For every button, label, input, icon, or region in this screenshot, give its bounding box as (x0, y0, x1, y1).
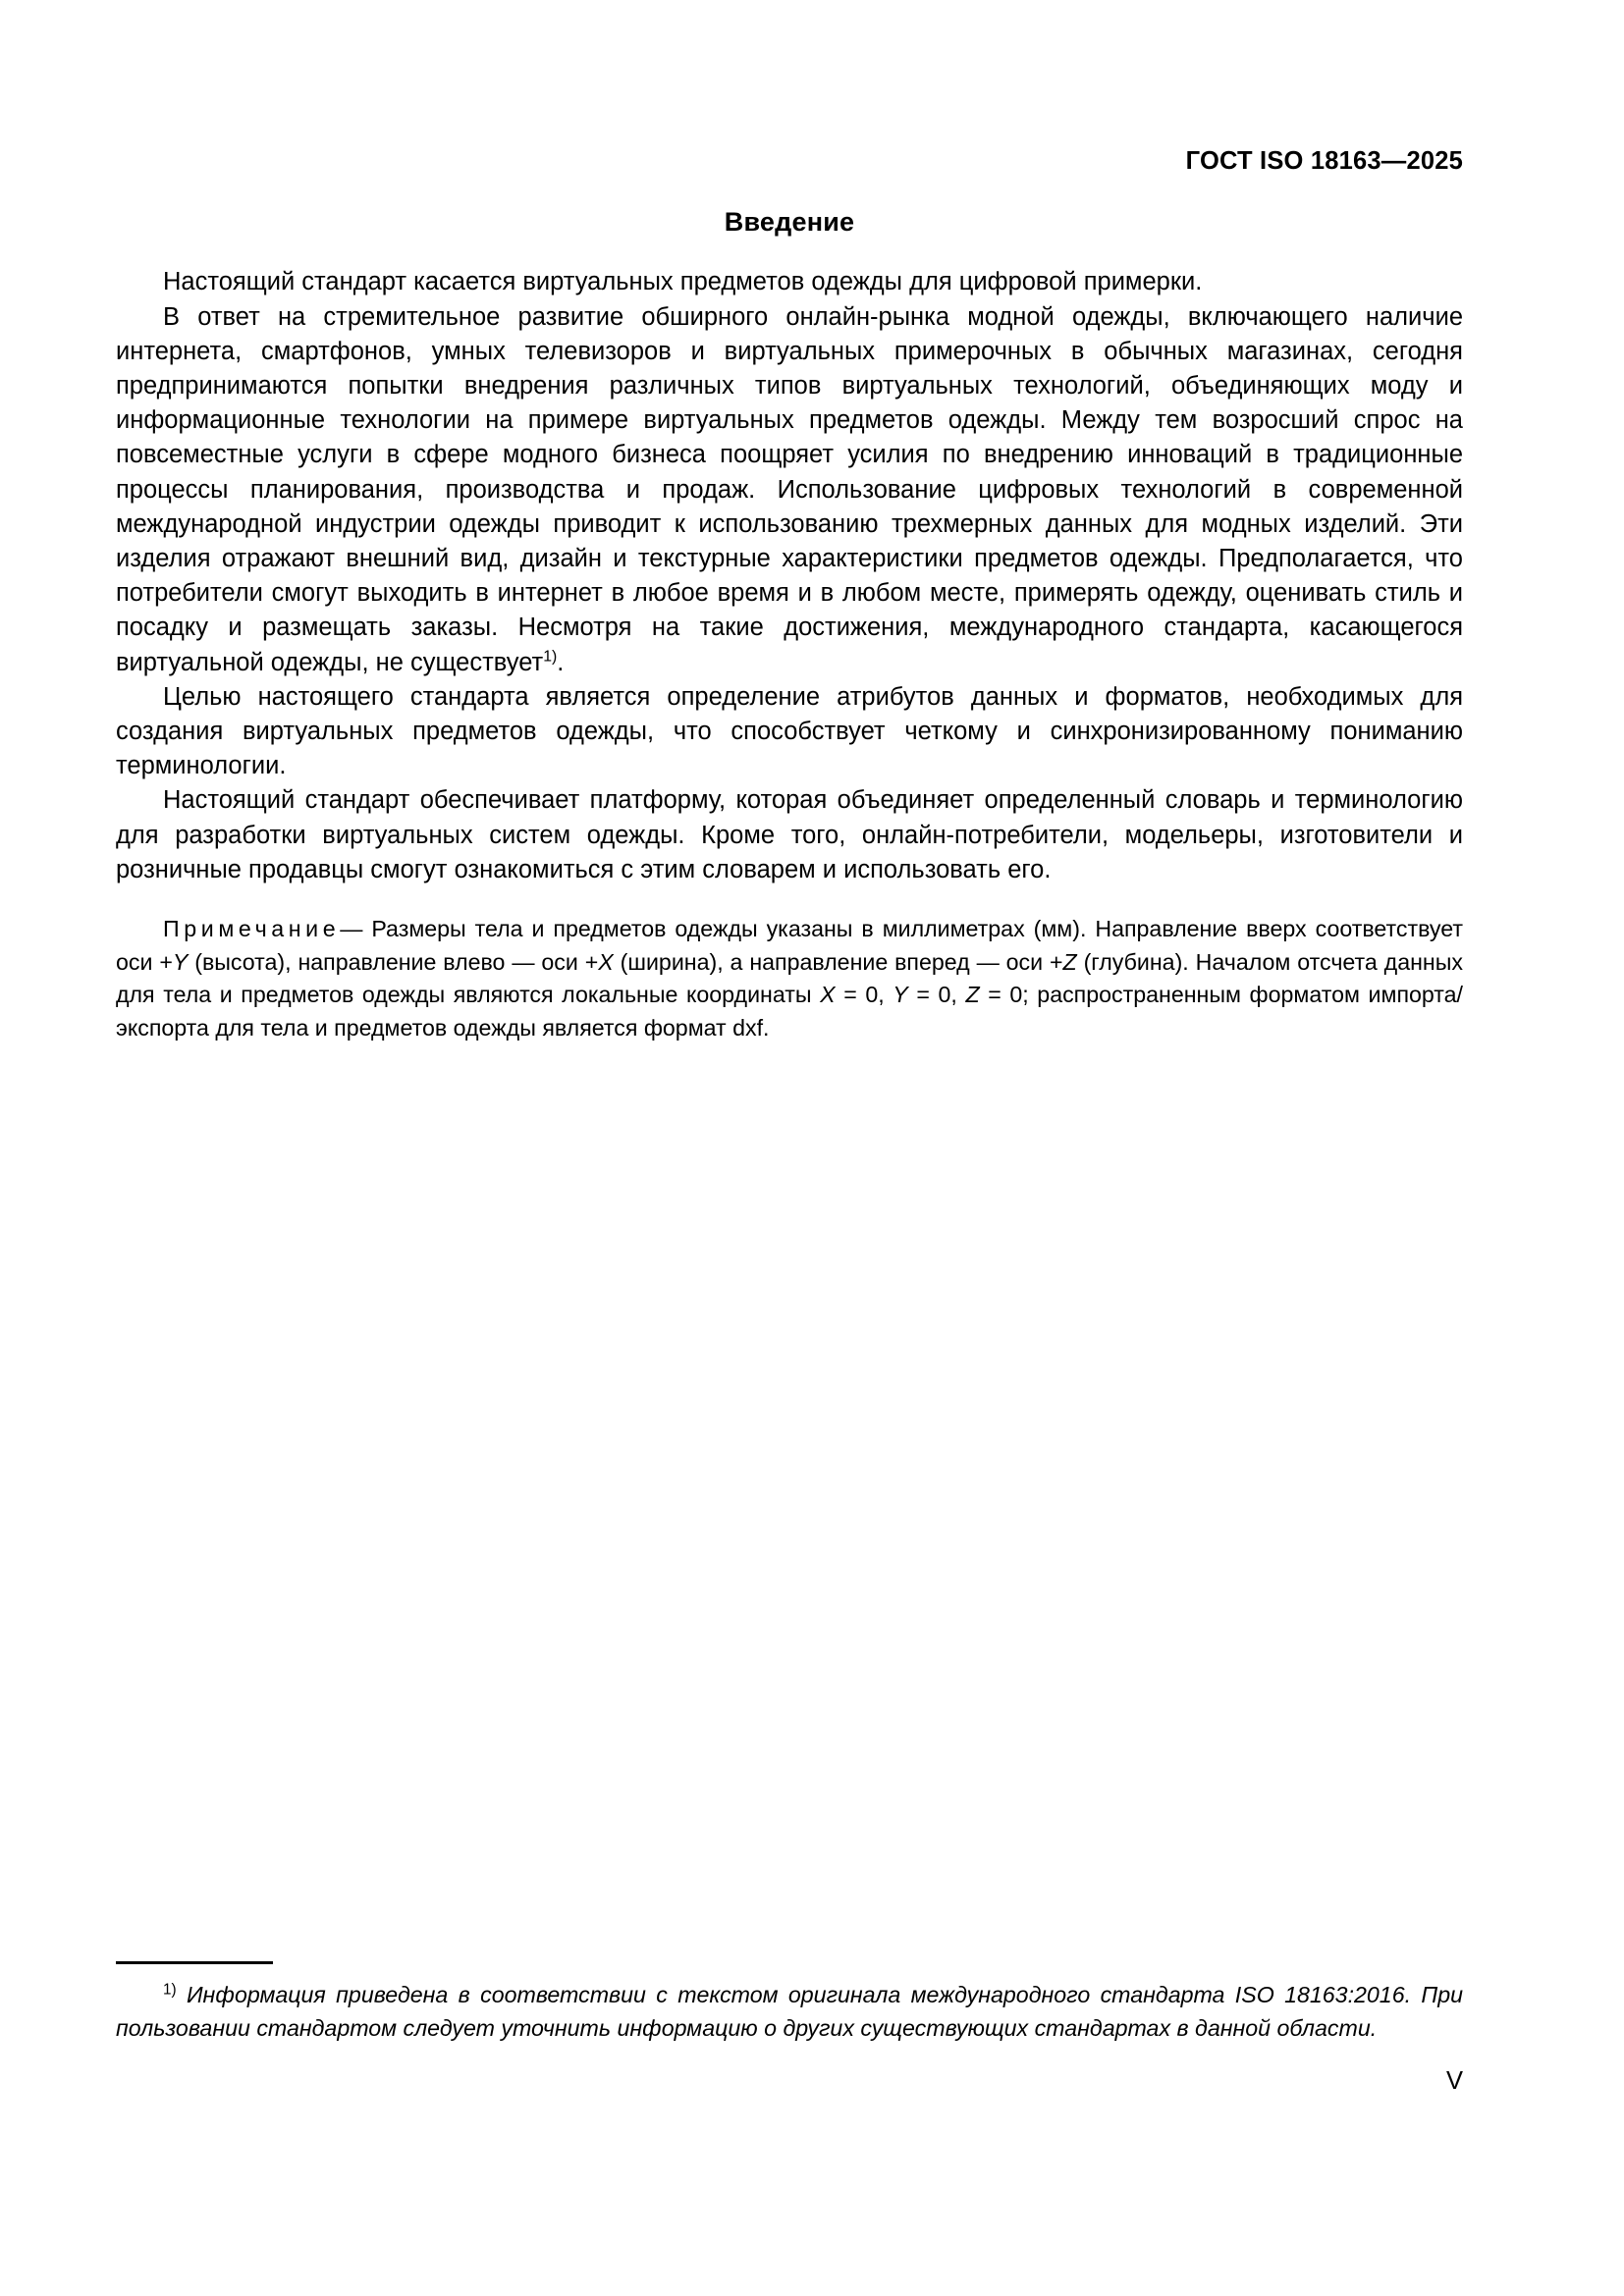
note-text-part-2: (высота), направление влево — оси + (188, 948, 599, 975)
coordinate-label-x: X (820, 982, 836, 1008)
coordinate-value-z: = 0; распространенным форматом импорта/экспорта для тела и предметов одежды является формат dxf. (116, 982, 1463, 1041)
note-label: Примечание (163, 916, 341, 942)
coordinate-label-y: Y (893, 982, 908, 1008)
paragraph-2 (116, 300, 1463, 680)
note-text-part-1: Размеры тела и предметов одежды указаны в миллиметрах (мм). Направление вверх соответствует оси + (116, 916, 1463, 975)
note-text-part-3: (ширина), а направление вперед — оси + (613, 948, 1063, 975)
coordinate-value-x: = 0, (835, 982, 893, 1008)
running-header-standard-ref: ГОСТ ISO 18163—2025 (1185, 147, 1463, 175)
page-content (116, 206, 1463, 1044)
axis-label-z: Z (1062, 948, 1077, 975)
coordinate-value-y: = 0, (907, 982, 966, 1008)
page-number: V (1445, 2067, 1463, 2095)
paragraph-2-period: . (557, 648, 565, 676)
axis-label-y: Y (172, 948, 189, 975)
note-block (116, 913, 1463, 1044)
footnote-text: Информация приведена в соответствии с текстом оригинала международного стандарта ISO 18163:2016. При пользовании стандартом следует уточнить информацию о других существующих стандартах в данной области. (116, 1982, 1463, 2041)
footnote-reference-marker[interactable]: 1) (543, 648, 558, 666)
paragraph-3: Целью настоящего стандарта является определение атрибутов данных и форматов, необходимых для создания виртуальных предметов одежды, что способствует четкому и синхронизированному пониманию терминологии. (116, 682, 1463, 780)
coordinate-label-z: Z (965, 982, 980, 1008)
axis-label-x: X (598, 948, 614, 975)
paragraph-1: Настоящий стандарт касается виртуальных предметов одежды для цифровой примерки. (163, 268, 1203, 296)
note-text-part-4: (глубина). Началом отсчета данных для тела и предметов одежды являются локальные координаты (116, 948, 1463, 1008)
paragraph-2-text: В ответ на стремительное развитие обширного онлайн-рынка модной одежды, включающего наличие интернета, смартфонов, умных телевизоров и виртуальных примерочных в обычных магазинах, сегодня предпринимаются попытки внедрения различных типов виртуальных технологий, объединяющих моду и информационные технологии на примере виртуальных предметов одежды. Между тем возросший спрос на повсеместные услуги в сфере модного бизнеса поощряет усилия по внедрению инноваций в традиционные процессы планирования, производства и продаж. Использование цифровых технологий в современной международной индустрии одежды приводит к использованию трехмерных данных для модных изделий. Эти изделия отражают внешний вид, дизайн и текстурные характеристики предметов одежды. Предполагается, что потребители смогут выходить в интернет в любое время и в любом месте, примерять одежду, оценивать стиль и посадку и размещать заказы. Несмотря на такие достижения, международного стандарта, касающегося виртуальной одежды, не существует (116, 302, 1463, 676)
footnote-separator-rule (116, 1961, 273, 1964)
footnote (116, 1979, 1463, 2045)
paragraph-4: Настоящий стандарт обеспечивает платформу, которая объединяет определенный словарь и терминологию для разработки виртуальных систем одежды. Кроме того, онлайн-потребители, модельеры, изготовители и розничные продавцы смогут ознакомиться с этим словарем и использовать его. (116, 786, 1463, 883)
page-title: Введение (724, 207, 855, 237)
footnote-marker: 1) (163, 1981, 177, 1999)
note-dash: — (340, 916, 363, 942)
